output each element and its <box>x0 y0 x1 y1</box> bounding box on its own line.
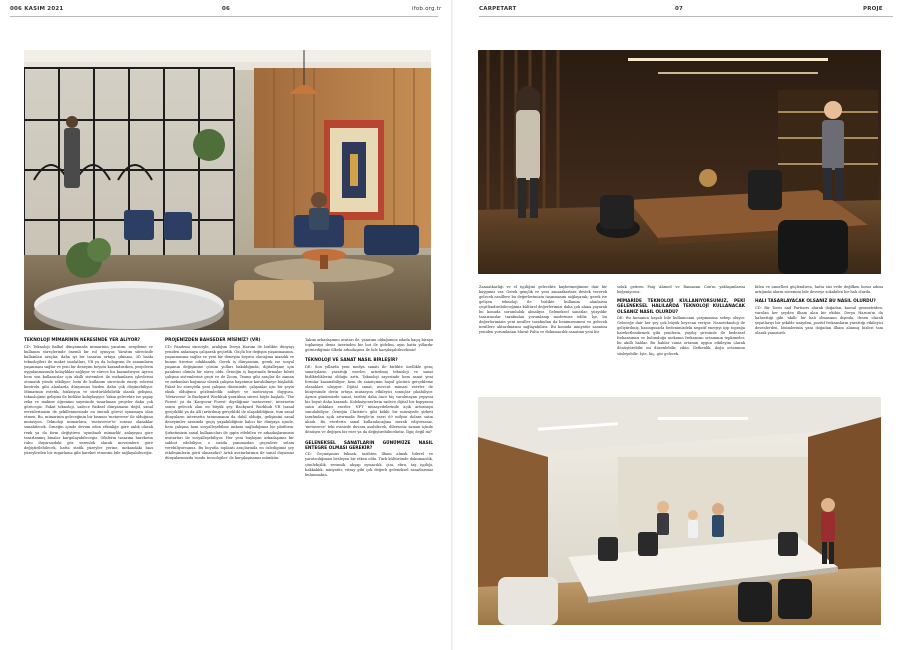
heading-technology-carpets: MİMARİDE TEKNOLOJİ KULLANIYORSUNUZ, PEKİ GELENEKSEL HALILARDA TEKNOLOJİ KULLANACAK OLSANIZ NASIL OLURDU? <box>617 299 745 315</box>
virtual-office-render <box>478 50 881 274</box>
left-page-number: 06 <box>222 6 231 12</box>
heading-technology-architecture: TEKNOLOJİ MİMARİNİN NERESİNDE YER ALIYOR? <box>24 338 141 343</box>
heading-technology-art: TEKNOLOJİ VE SANAT NASIL BİRLEŞİR? <box>305 358 398 364</box>
site-url: ifob.org.tr <box>412 6 442 12</box>
right-column-1-text: Zanaatkarlığı ve el işçiliğini gelecekte kaybetmeğimize dair bir kaygımız var. Gerek gençlik ve yeni zanaatkarlara destek vererek gelecek nesillere bu değerlerimizin taşınmasını sağlayarak; gerek ise gelişen teknoloji ile birlikte kullanım alanlarını çeşitlendirebileceğimiz kültürel değerlerimizi daha çok alana yayarak bu konuda sorumluluk almalıyız. Geleneksel sanatlar, yüzyıldır tasarımcılar tarafından yorumlanıp modernize edilir. İşe, bu değerlerimizin yeni nesiller tarafından da benimsenmesi ve gelecek nesillere aktarılmasını sağlayabiliriz. Bu konuda minyatür sanatını yeniden yorumlanan Murat Palta ve dokumacılık sanatına yeni bir <box>479 285 607 335</box>
left-column-1-text: CD: Teknoloji Balkel dünyamızda mimarinin yaratım, sergileme ve kullanım süreçlerinde önemli bir rol oynuyor. Yaratım sürecinde kullanılan araçlar, daha iyi bir tasarım ortaya çıkması, 3D baskı teknolojileri ile maket imalatları, VR ya da hologram ile sanamların yaşanması sağlar ve yeni bir deneyim boyutu kazandırırken, projelerin uygulanmasında kolaylıklar sağlıyor ve sürece hız kazandırıyor. Ayrıca hem son kullanıcılar için akıllı sistemleri ile mekanların işlevlerini otomatik yönde etkiliyor; hem de kullanım sürecinde enerji rolerini kontrolu gibi alanlarda dünyamızı bizden daha çok düşünebiliyor. Mimarinin estetik, fonksiyon ve sürdürülebilirlik olarak gelişimi, teknolojinin gelişimi ile birlikte kolaylaşıyor. Yakın gelecekte ise yapay zeka ve makine öğrenimi sayesinde tasarlanan projeler daha çok görecegiz. Fakat teknoloji, sadece fiziksel dünyamızın değil, sanal evrenlerimizin de şekillenmesinde en önemli görevi oynamaya olan etmen. Bu, mimarinin geleceğinin bir kısmını 'metaverse' ile olduğunu mutasyon. Teknoloji mimarlara, 'metaverse'te sonsuz olanaklar sunabilecek. Örneğin içinde devam eden etkinliğe göre anlık olarak renk ya da form değiştiren 'oyunbazlı mimarlık' anlayışını göre tasarlanmış binalar kurgulayabilecegiz. Ofislerin tasarımı hareketin ruhu duyarsızdaki göz sezenlok olarak mevsimlere göre değiştirilebilecek, hatta statik yüzeyler yerine, mekandaki bazı yüzeylerden bir rugarlama gibi hareket etmesini bile sağlayabileceğiz. <box>24 344 153 455</box>
office-lounge-photo <box>24 50 431 330</box>
heading-project-vr: PROJENİZDEN BAHSEDER MİSİNİZ? (VR) <box>165 338 261 343</box>
right-page-number: 07 <box>675 6 684 12</box>
header-rule-right <box>479 16 893 17</box>
right-page <box>453 0 905 650</box>
right-column-3 <box>755 285 883 336</box>
right-column-2 <box>617 285 745 357</box>
heading-traditional-arts: GELENEKSEL SANATLARIN GÜNÜMÜZE NASIL ENTEGRE OLMASI GEREKİR? <box>305 440 433 451</box>
left-column-3-top-text: Takım arkadaşımın avatarı ile, yanıtımı olduğumuz adada kaçış biraya toplantıya deniz üzerinden bir bot ile gidelim, ayın hatta yıllardır görmediğimiz ülkeki arkadaşınız ile bile karşılaşabilecekiniz! <box>305 338 433 353</box>
right-column-3-text: CD: Bir Tores and Partners olarak doğadan, kaosal geometriden, varolan her şeyden ilham alan bir ekibiz. Derya Harum'ın da bahsettiği gibi 'akıllı' bir halı olmasının dışında, desen olarak şeyatlarıyı bir şekilde uzaydan, pozitif frekansların yarattığı etkileyici desenlerden, bisimlerinin yani doğadan ilham alınmış bizleri tam olarak yansıtırdı. <box>755 305 883 336</box>
header-rule <box>10 16 438 17</box>
left-column-2-text: CD: Pandemi süreciyle, aralığım Derya Harum ile birlikte dünyayı yeniden anlamaya çalışarak geçirdik. Güçlü bir değişim yaşanmasının, yaşanmasına sağlar ve yeni bir deneyim boyutu olacağına inandık ve bunun üzerine odaklandık. Gerek iş dünyasının, gerek ise sosyal yaşamın değişimine çözüm yolları bakıldığında, dijitalleşme için pandemi olumlu bir süreç oldu. Örneğin iş hayatında firmalar hibrit çalışma sistemlerine geçti ve de Zoom, Teams gibi araçlar ile zaman ve mekanları bağımsız olarak çalışma hayatımız kurabilmeye başladık. Fakat bu süreçteki yeni çalışma düzeninde, çalışanlar için bir şeyin eksik olduğunu gözlemledik: aidiyet ve motivasyon duygusu. 'Metaverse' le Backyard Workhub yaratılma süreci böyle başladı. 'The Forest' ya da 'Karguvar Forest' diyeliğimiz 'metaverse', internetin sonra gelecek olan en büyük şey. Backyard Workhub VR (sanal gerçeklik) ya da AR (artırılmış gerçeklik) ile ulaşabildiğiniz, tüm sanal dünyaların internetin tarammanın da dahil olduğu, gelişimini sanal deneyimler arasında geçiş yapabildiğiniz kalıcı bir dünyaya içinde, hem çalışma hem sosyalleşebilme imkanı sağladığımız bir platform. Şirketimizin sanal kullanıcıları ile gıpta edebilen ve arkadaşlarımızın avatarları ile sosyalleşebiliyor. Her yeni başlayan arkadaşımız bir sabbot edebiliyor, o sırada yanımızdan geçenlere selam verebiliyorsunuz. Bu boyutla toplantı araçlarında en özledigimiz şey etkileşimlerin görü olmasıdırı? Artık avatarlarımız ile sanal duyumuz dünyalarımızda 'modu tecnolojiler' ile karşılaşmamız mümkün. <box>165 344 294 460</box>
right-column-1 <box>479 285 607 335</box>
right-column-3-top-text: bilen ve amorlleri güçlendiren, hatta sizi evde değilken hırsız adımı artığında alarm sistemini bile devreye sokabilen bir halı olurdu. <box>755 285 883 295</box>
left-column-2 <box>165 338 294 461</box>
heading-carpet-design: HALI TASARLAYACAK OLSANIZ BU NASIL OLURDU? <box>755 299 876 305</box>
left-column-1 <box>24 338 153 456</box>
issue-label: 006 KASIM 2021 <box>10 6 64 12</box>
right-column-2-top-text: soluk getiren Faig Ahmed ve Ramazan Can'ın yaklaşımlarını beğeniyoruz. <box>617 285 745 295</box>
right-column-2-text: DE: Bu konunun hayali bile kullanıcının çarpmasına sebep oluyor. Geleceğe dair her şey çok büyük heyecan veriyor. Nanoteknoloji ile geliştirilmiş, basıngusarla bedenimizdeki negatif enerjiyi içip toprağa hareketlendirmek gibi yenilerin, yayılış şiresinde ile bedensel frekansımızı ve bulunduğu mekanın frekansını ortamının tepkimeler, bu akıllı halılar. Bu halılar cama ortamın uygun etkileyim olarak dönüştürebilir mi düzenlebilir, zihin. İletkenlik, doğu ortamının süsleyebilir. İşte, hiç, göz gelecek. <box>617 316 745 356</box>
left-column-3-text: DE: Son yıllarda yeni medya sanatı ile birlikte özellikle genç sanatçıların yarattığı eserler, artırılmış teknoloji ve sanat birlikteliklerini olduğu arttı. Teknoloji sayesinde hem sanat yeni formlar kazanabiliyor, hem de sanatçının hayal gücünü gerçekleme olanakları ulaşıyor. Dijital sanat, mevcut mimari eserler de bünyesinde derin ortaya mutasyon etkileyici sonuçlar çıkabiliyor. Ayrıca günümüzde sanat, tarihte daha önce hiç varolmayan yepyeni bir boyut daha kazandı. Koleksiyonerlerin sadece dijital bir kopyasını satın aldıkları eserler. NFT müzayedelerinde açık artırmaya sunulabiliyor. Örneğin Christie's gibi köklü bir müzayede şirketi tarafından açık artırmada Beeple'in eseri 69 milyon dolara satın alındı. Bu eserlerin sanal kullanılacağına merak ediyorsanız, 'metaverse' teki evinizde duvara asabilecek, dilerseniz zaman içinde dönüşen ve değişen bir eser ya da değiştirebilecekstiz. İlgiç değil mi? <box>305 364 433 435</box>
virtual-meeting-room-render <box>478 397 881 625</box>
left-page <box>0 0 452 650</box>
left-column-3-text-2: CD: Geçmişimizi bilmek, tarihten ilham almak bilerel ve yaratıcılığımızı besleyen bir etken oldu. Türk kültüründe dokumacılık, çömlekçilik, seramik, ahşap oymacılık, çini, ebru, taş işçiliği, hakkaklık, minyatür, vitray gibi çok değerli geleneksel sanatlarımız bulunmakta. <box>305 452 433 477</box>
category-label: PROJE <box>863 6 883 12</box>
left-column-3 <box>305 338 433 478</box>
section-label: CARPETART <box>479 6 517 12</box>
